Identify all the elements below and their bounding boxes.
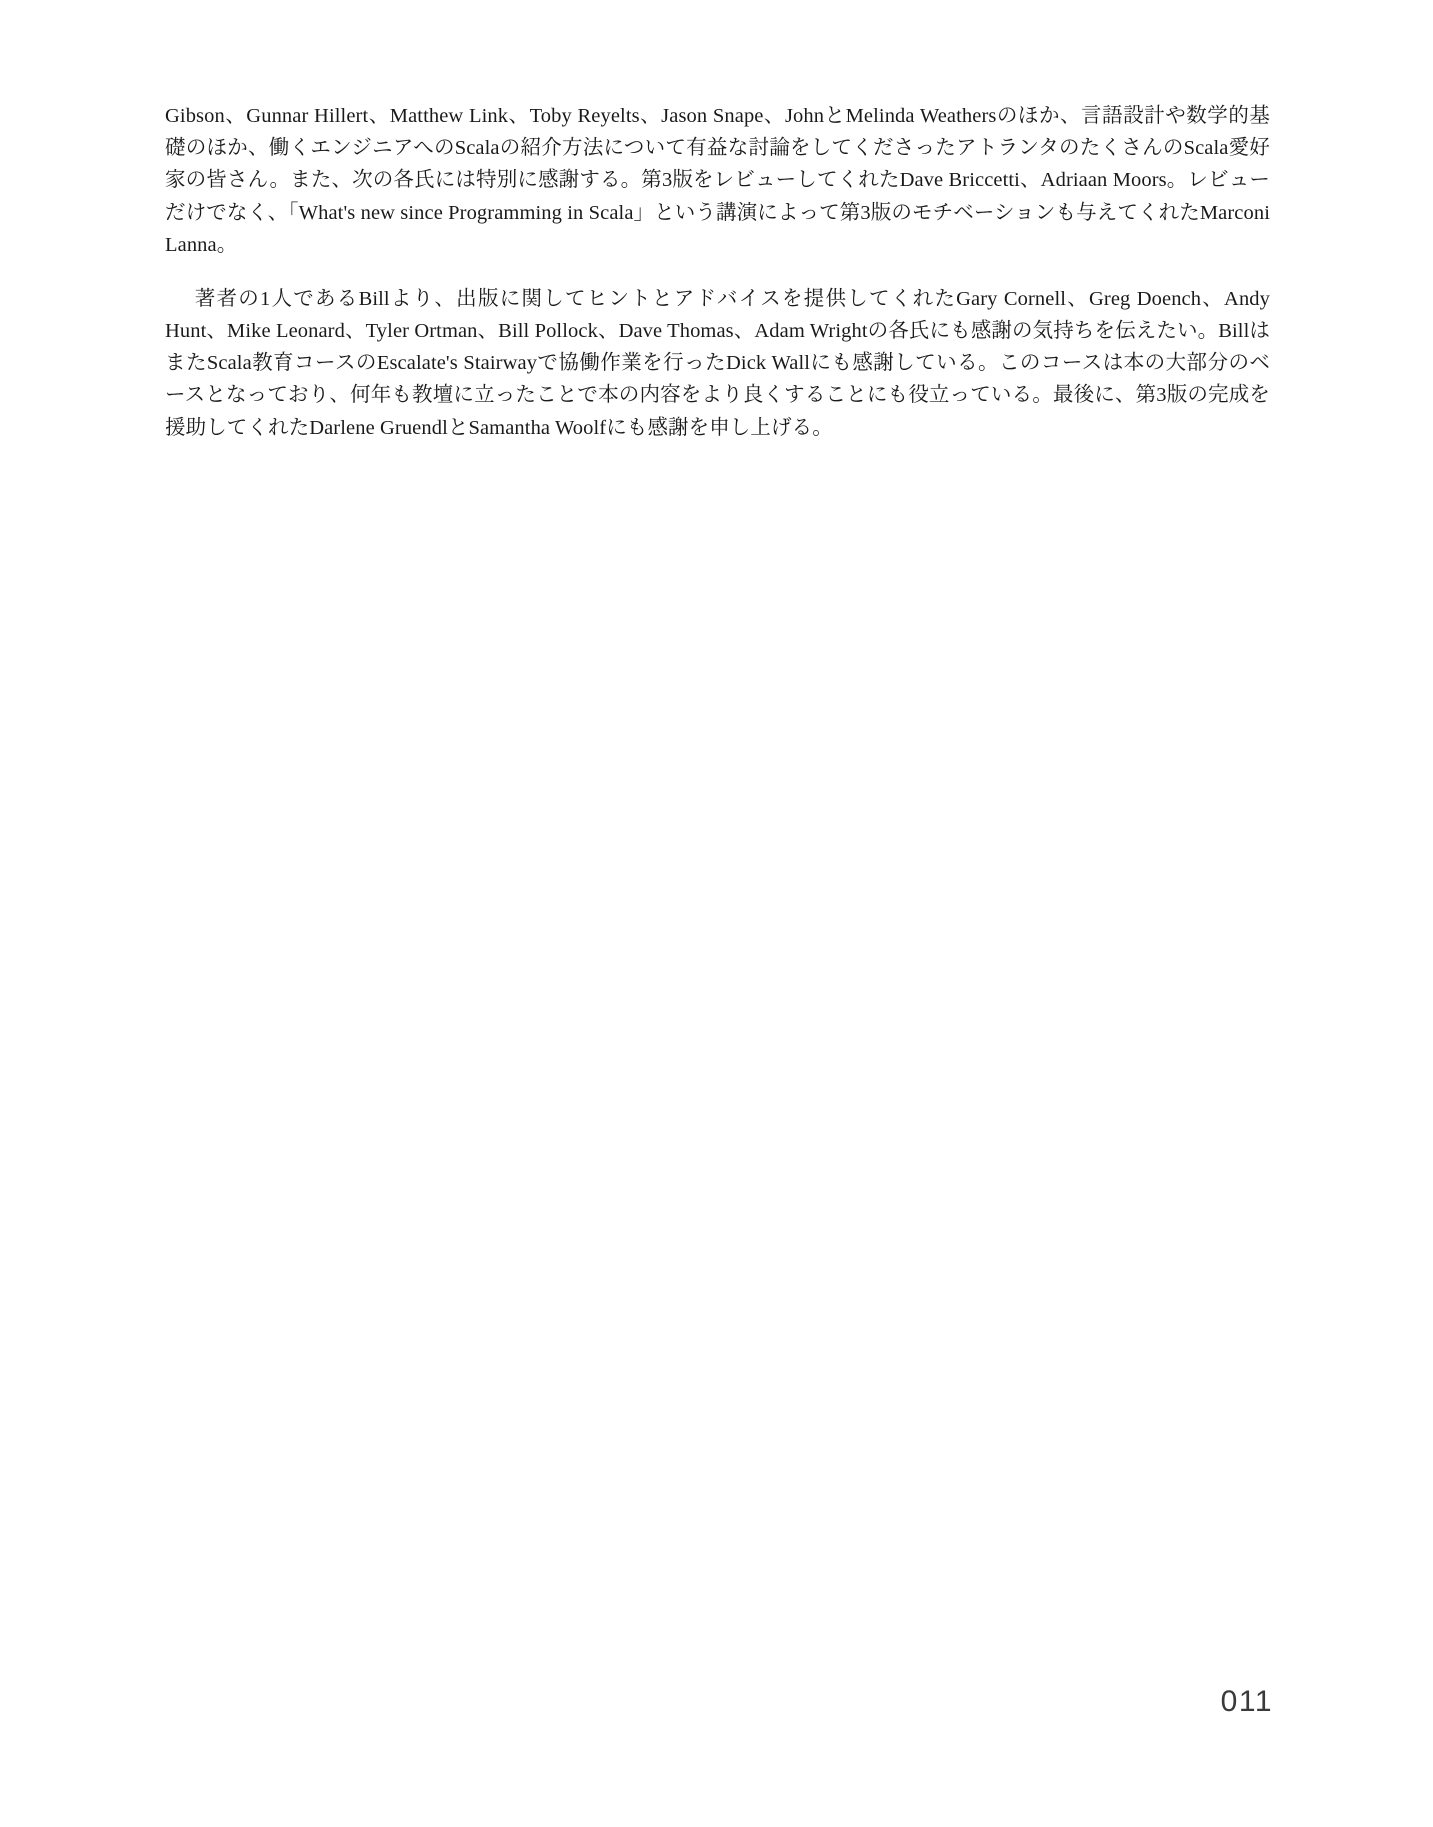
paragraph-author-thanks: 著者の1人であるBillより、出版に関してヒントとアドバイスを提供してくれたGary Cornell、Greg Doench、Andy Hunt、Mike Leonard、Tyler Ortman、Bill Pollock、Dave Thomas、Adam Wrightの各氏にも感謝の気持ちを伝えたい。BillはまたScala教育コースのEscalate's Stairwayで協働作業を行ったDick Wallにも感謝している。このコースは本の大部分のベースとなっており、何年も教壇に立ったことで本の内容をより良くすることにも役立っている。最後に、第3版の完成を援助してくれたDarlene GruendlとSamantha Woolfにも感謝を申し上げる。 — [165, 287, 1270, 439]
page-number: 011 — [1220, 1685, 1273, 1718]
paragraph-acknowledgements-continued: Gibson、Gunnar Hillert、Matthew Link、Toby Reyelts、Jason Snape、JohnとMelinda Weathersのほか、言語設計や数学的基礎のほか、働くエンジニアへのScalaの紹介方法について有益な討論をしてくださったアトランタのたくさんのScala愛好家の皆さん。また、次の各氏には特別に感謝する。第3版をレビューしてくれたDave Briccetti、Adriaan Moors。レビューだけでなく、「What's new since Programming in Scala」という講演によって第3版のモチベーションも与えてくれたMarconi Lanna。 — [165, 105, 1270, 256]
page-text-column — [165, 100, 1270, 444]
